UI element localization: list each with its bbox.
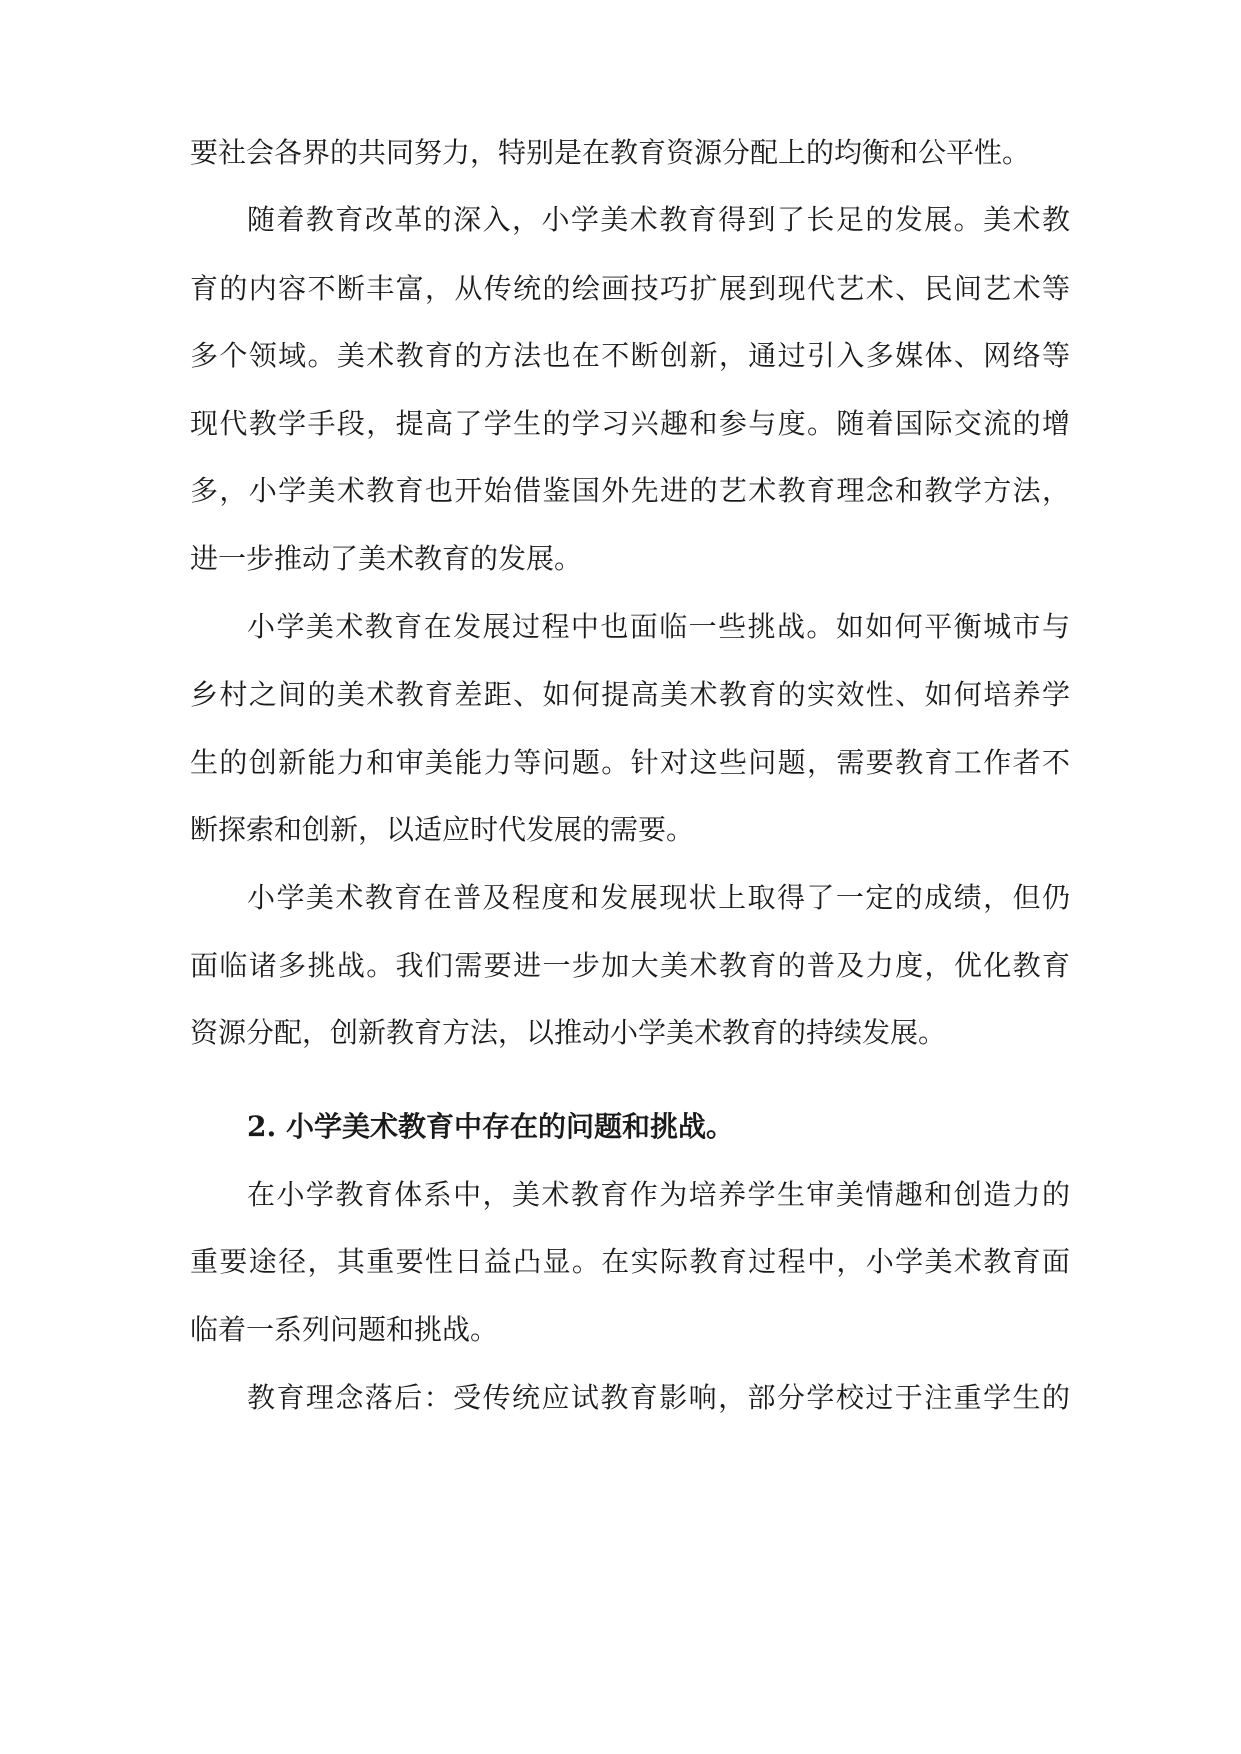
paragraph-first-line: 小学美术教育在发展过程中也面临一些挑战。如如何平衡城市与 bbox=[247, 610, 1070, 643]
text-line: 断探索和创新，以适应时代发展的需要。 bbox=[190, 813, 695, 846]
text-line: 面临诸多挑战。我们需要进一步加大美术教育的普及力度，优化教育 bbox=[190, 949, 1070, 982]
paragraph-first-line: 小学美术教育在普及程度和发展现状上取得了一定的成绩，但仍 bbox=[247, 881, 1070, 914]
section-heading: 2. 小学美术教育中存在的问题和挑战。 bbox=[247, 1110, 734, 1143]
text-line: 资源分配，创新教育方法，以推动小学美术教育的持续发展。 bbox=[190, 1016, 947, 1049]
text-line: 育的内容不断丰富，从传统的绘画技巧扩展到现代艺术、民间艺术等 bbox=[190, 272, 1070, 305]
paragraph-first-line: 随着教育改革的深入，小学美术教育得到了长足的发展。美术教 bbox=[247, 203, 1070, 236]
paragraph-first-line: 教育理念落后：受传统应试教育影响，部分学校过于注重学生的 bbox=[247, 1381, 1070, 1414]
text-line: 要社会各界的共同努力，特别是在教育资源分配上的均衡和公平性。 bbox=[190, 136, 1031, 169]
paragraph-first-line: 在小学教育体系中，美术教育作为培养学生审美情趣和创造力的 bbox=[247, 1178, 1070, 1211]
text-line: 多，小学美术教育也开始借鉴国外先进的艺术教育理念和教学方法， bbox=[190, 474, 1070, 507]
text-line: 临着一系列问题和挑战。 bbox=[190, 1313, 499, 1346]
text-line: 现代教学手段，提高了学生的学习兴趣和参与度。随着国际交流的增 bbox=[190, 407, 1070, 440]
text-line: 乡村之间的美术教育差距、如何提高美术教育的实效性、如何培养学 bbox=[190, 678, 1070, 711]
text-line: 生的创新能力和审美能力等问题。针对这些问题，需要教育工作者不 bbox=[190, 746, 1070, 779]
text-line: 进一步推动了美术教育的发展。 bbox=[190, 542, 583, 575]
text-line: 重要途径，其重要性日益凸显。在实际教育过程中，小学美术教育面 bbox=[190, 1245, 1070, 1278]
text-line: 多个领域。美术教育的方法也在不断创新，通过引入多媒体、网络等 bbox=[190, 339, 1070, 372]
